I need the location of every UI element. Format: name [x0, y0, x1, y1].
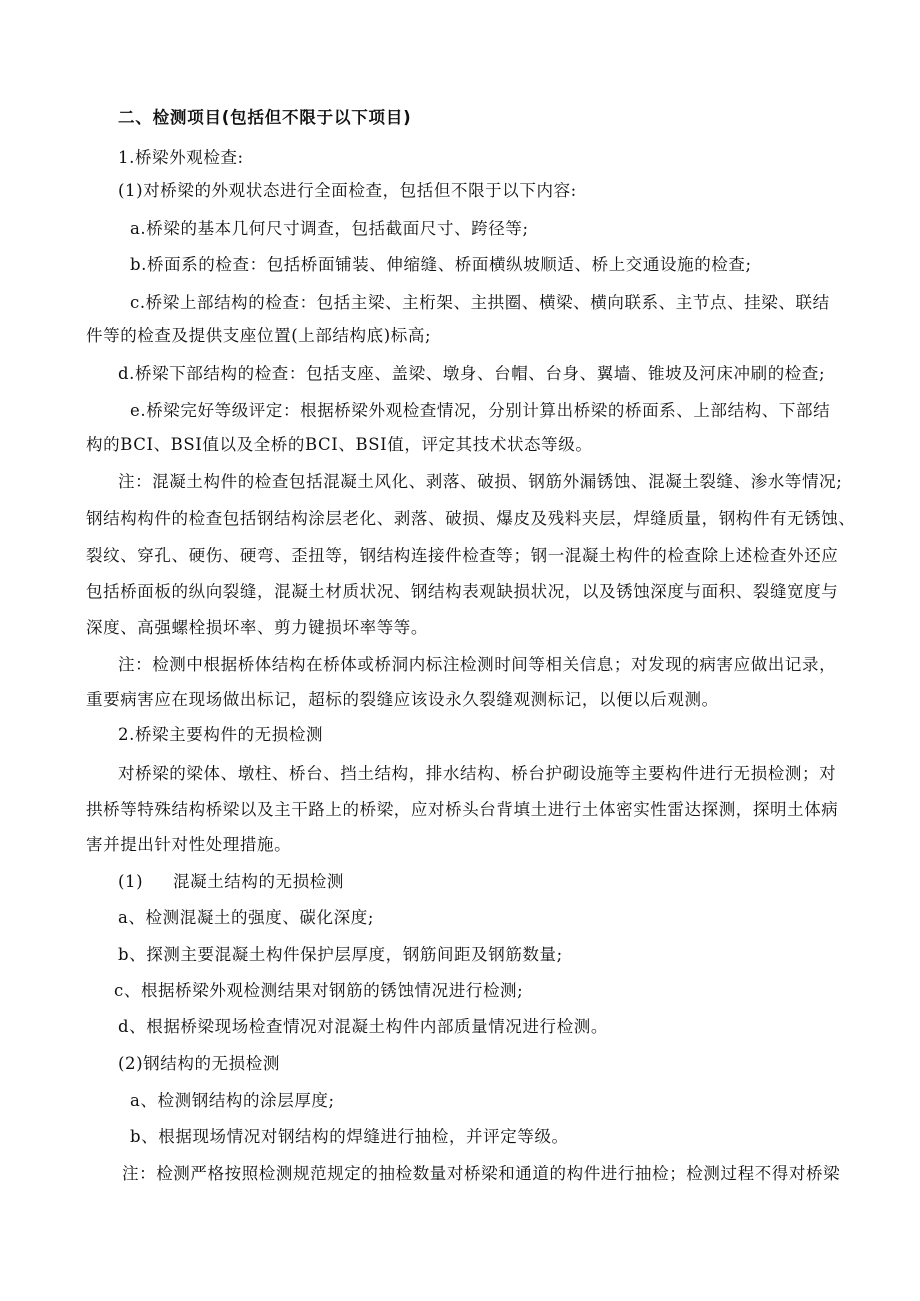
sub2-item-b: b、根据现场情况对钢结构的焊缝进行抽检，并评定等级。	[130, 1127, 569, 1146]
part1-title: 1.桥梁外观检查:	[118, 148, 244, 167]
sub2-title: (2)钢结构的无损检测	[118, 1054, 280, 1073]
note1-line1: 注：混凝土构件的检查包括混凝土风化、剥落、破损、钢筋外漏锈蚀、混凝土裂缝、渗水等情况;	[118, 472, 843, 491]
part1-intro: (1)对桥梁的外观状态进行全面检查，包括但不限于以下内容:	[118, 181, 577, 200]
list-item-c-line1: c.桥梁上部结构的检查：包括主梁、主桁架、主拱圈、横梁、横向联系、主节点、挂梁、联结	[130, 293, 830, 312]
part2-body-line2: 拱桥等特殊结构桥梁以及主干路上的桥梁，应对桥头台背填土进行土体密实性雷达探测，探明土体病	[86, 800, 839, 819]
list-item-b: b.桥面系的检查：包括桥面铺装、伸缩缝、桥面横纵坡顺适、桥上交通设施的检查;	[130, 255, 752, 274]
sub1-title: 混凝土结构的无损检测	[173, 872, 344, 891]
sub1-label: (1)	[118, 872, 144, 891]
list-item-c-line2: 件等的检查及提供支座位置(上部结构底)标高;	[86, 326, 432, 345]
sub1-item-d: d、根据桥梁现场检查情况对混凝土构件内部质量情况进行检测。	[118, 1017, 608, 1036]
part2-title: 2.桥梁主要构件的无损检测	[118, 725, 324, 744]
note3-line1: 注：检测严格按照检测规范规定的抽检数量对桥梁和通道的构件进行抽检；检测过程不得对桥梁	[122, 1164, 841, 1183]
note2-line1: 注：检测中根据桥体结构在桥体或桥洞内标注检测时间等相关信息；对发现的病害应做出记录，	[118, 655, 837, 674]
sub1-item-b: b、探测主要混凝土构件保护层厚度，钢筋间距及钢筋数量;	[118, 945, 563, 964]
note1-line3: 裂纹、穿孔、硬伤、硬弯、歪扭等，钢结构连接件检查等；钢一混凝土构件的检查除上述检查外还应	[86, 546, 839, 565]
note1-line4: 包括桥面板的纵向裂缝，混凝土材质状况、钢结构表观缺损状况，以及锈蚀深度与面积、裂缝宽度与	[86, 582, 839, 601]
part2-body-line3: 害并提出针对性处理措施。	[86, 835, 292, 854]
note1-line2: 钢结构构件的检查包括钢结构涂层老化、剥落、破损、爆皮及残料夹层，焊缝质量，钢构件有无锈蚀、	[86, 509, 856, 528]
list-item-a: a.桥梁的基本几何尺寸调查，包括截面尺寸、跨径等;	[130, 219, 529, 238]
sub2-item-a: a、检测钢结构的涂层厚度;	[130, 1091, 335, 1110]
sub1-item-c: c、根据桥梁外观检测结果对钢筋的锈蚀情况进行检测;	[114, 981, 524, 1000]
list-item-e-line1: e.桥梁完好等级评定：根据桥梁外观检查情况，分别计算出桥梁的桥面系、上部结构、下部结	[130, 401, 831, 420]
section-heading: 二、检测项目(包括但不限于以下项目)	[118, 108, 412, 127]
note1-line5: 深度、高强螺栓损坏率、剪力键损坏率等等。	[86, 618, 428, 637]
part2-body-line1: 对桥梁的梁体、墩柱、桥台、挡土结构，排水结构、桥台护砌设施等主要构件进行无损检测；对	[118, 764, 837, 783]
list-item-e-line2: 构的BCI、BSI值以及全桥的BCI、BSI值，评定其技术状态等级。	[86, 435, 593, 454]
note2-line2: 重要病害应在现场做出标记，超标的裂缝应该设永久裂缝观测标记，以便以后观测。	[86, 690, 719, 709]
list-item-d: d.桥梁下部结构的检查：包括支座、盖梁、墩身、台帽、台身、翼墙、锥坡及河床冲刷的检查;	[118, 364, 826, 383]
sub1-item-a: a、检测混凝土的强度、碳化深度;	[118, 908, 374, 927]
